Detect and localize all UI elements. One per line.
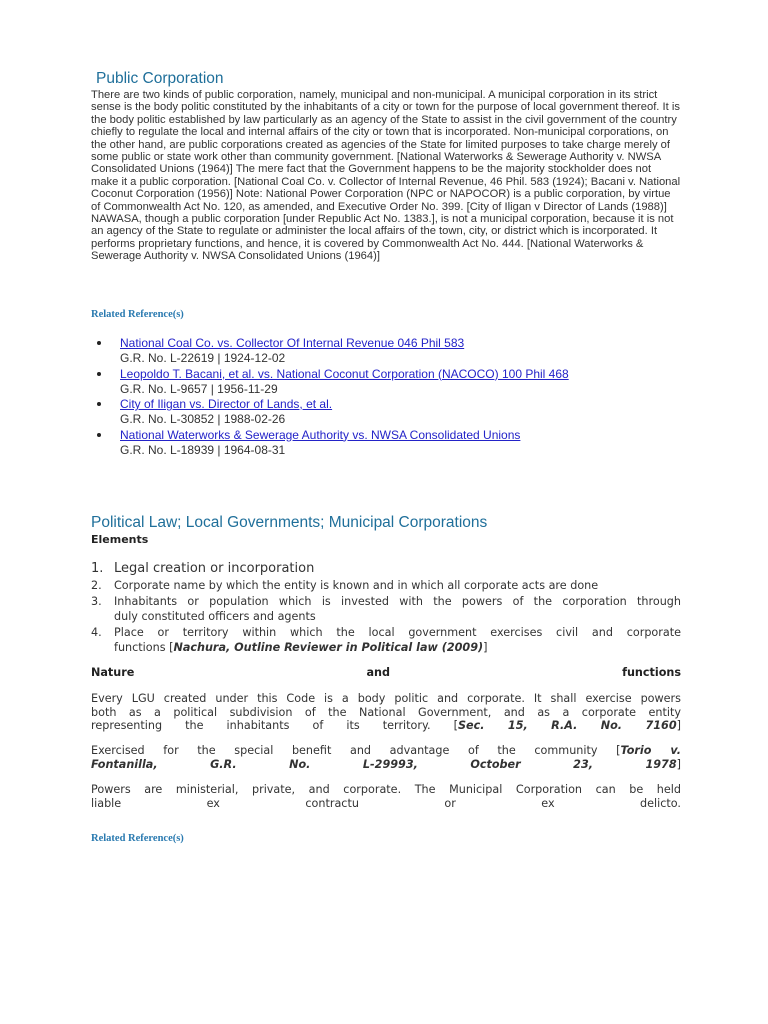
related-references-label: Related Reference(s) (91, 309, 184, 320)
paragraph-line: both as a political subdivision of the National Government, and as a corporate entity (91, 705, 681, 719)
paragraph-line: Powers are ministerial, private, and corporate. The Municipal Corporation can be held (91, 783, 681, 796)
section-title-municipal-corporations: Political Law; Local Governments; Municipal Corporations (91, 514, 488, 531)
list-item (95, 336, 569, 367)
element-text-line (114, 640, 681, 656)
element-text-line: Place or territory within which the local government exercises civil and corporate (114, 625, 681, 639)
reference-meta: G.R. No. L-9657 | 1956-11-29 (120, 381, 278, 396)
bullet-icon (97, 372, 101, 376)
list-item (91, 560, 681, 577)
citation: Torio v. (620, 744, 682, 757)
paragraph-line: liable ex contractu or ex delicto. (91, 796, 681, 810)
paragraph-line (91, 719, 681, 733)
nature-functions-heading: Nature and functions (91, 666, 681, 679)
text-segment: representing the inhabitants of its territory. [ (91, 719, 458, 732)
bullet-icon (97, 433, 101, 437)
list-item (95, 367, 569, 398)
paragraph-line (91, 758, 681, 772)
text-segment: Exercised for the special benefit and advantage of the community [ (91, 744, 621, 757)
reference-list (95, 336, 569, 458)
reference-meta: G.R. No. L-22619 | 1924-12-02 (120, 351, 286, 365)
public-corporation-paragraph: There are two kinds of public corporation, namely, municipal and non-municipal. A municipal corporation in its strict sense is the body politic constituted by the inhabitants of a city or town for the purpose of local government thereof. It is the body politic established by law particularly as an agency of the State to assist in the civil government of the country chiefly to regulate the local and internal affairs of the city or town that is incorporated. Non-municipal corporations, on the other hand, are public corporations created as agencies of the State for limited purposes to take charge merely of some public or state work other than community government. [National Waterworks & Sewerage Authority v. NWSA Consolidated Unions (1964)] The mere fact that the Government happens to be the majority stockholder does not make it a public corporation. [National Coal Co. v. Collector of Internal Revenue, 46 Phil. 583 (1924); Bacani v. National Coconut Corporation (1956)] Note: National Power Corporation (NPC or NAPOCOR) is a public corporation, by virtue of Commonwealth Act No. 120, as amended, and Executive Order No. 399. [City of Iligan v Director of Lands (1988)] NAWASA, though a public corporation [under Republic Act No. 1383.], is not a municipal corporation, because it is not an agency of the State to regulate or administer the local affairs of the town, city, or district which is incorporated. It performs proprietary functions, and hence, it is covered by Commonwealth Act No. 444. [National Waterworks & Sewerage Authority v. NWSA Consolidated Unions (1964)] (91, 89, 681, 263)
elements-heading: Elements (91, 533, 149, 546)
reference-link[interactable]: National Coal Co. vs. Collector Of Internal Revenue 046 Phil 583 (120, 336, 465, 350)
citation: Sec. 15, R.A. No. 7160 (458, 719, 677, 732)
paragraph-line (91, 744, 681, 758)
list-item (91, 594, 681, 625)
list-item (91, 578, 681, 594)
bullet-icon (97, 341, 101, 345)
citation: Nachura, Outline Reviewer in Political law (2009) (173, 641, 484, 654)
list-number: 2. (91, 579, 102, 592)
related-references-label: Related Reference(s) (91, 833, 184, 844)
list-item (95, 397, 569, 428)
list-number: 3. (91, 594, 102, 608)
reference-link[interactable]: City of Iligan vs. Director of Lands, et al. (120, 397, 333, 411)
bullet-icon (97, 402, 101, 406)
exercised-paragraph (91, 744, 681, 771)
citation: Fontanilla, G.R. No. L-29993, October 23, 1978 (91, 757, 677, 771)
lgu-paragraph (91, 692, 681, 733)
list-item (95, 428, 569, 459)
elements-list (91, 560, 681, 656)
citation-prefix: functions [ (114, 641, 174, 654)
element-text: Legal creation or incorporation (114, 561, 315, 576)
powers-paragraph (91, 783, 681, 810)
element-text: Corporate name by which the entity is known and in which all corporate acts are done (114, 579, 599, 592)
section-title-public-corporation: Public Corporation (96, 70, 224, 87)
reference-meta: G.R. No. L-30852 | 1988-02-26 (120, 412, 286, 426)
list-number: 4. (91, 625, 102, 639)
paragraph-line: Every LGU created under this Code is a body politic and corporate. It shall exercise powers (91, 692, 681, 705)
citation-suffix: ] (483, 641, 488, 654)
element-text-line: duly constituted officers and agents (114, 610, 316, 623)
reference-link[interactable]: National Waterworks & Sewerage Authority vs. NWSA Consolidated Unions (120, 427, 521, 442)
element-text-line: Inhabitants or population which is invested with the powers of the corporation through (114, 594, 681, 608)
list-number: 1. (91, 561, 104, 576)
citation-suffix: ] (676, 757, 681, 771)
reference-meta: G.R. No. L-18939 | 1964-08-31 (120, 442, 286, 457)
list-item (91, 625, 681, 656)
citation-suffix: ] (676, 719, 681, 732)
reference-link[interactable]: Leopoldo T. Bacani, et al. vs. National Coconut Corporation (NACOCO) 100 Phil 468 (120, 366, 569, 381)
